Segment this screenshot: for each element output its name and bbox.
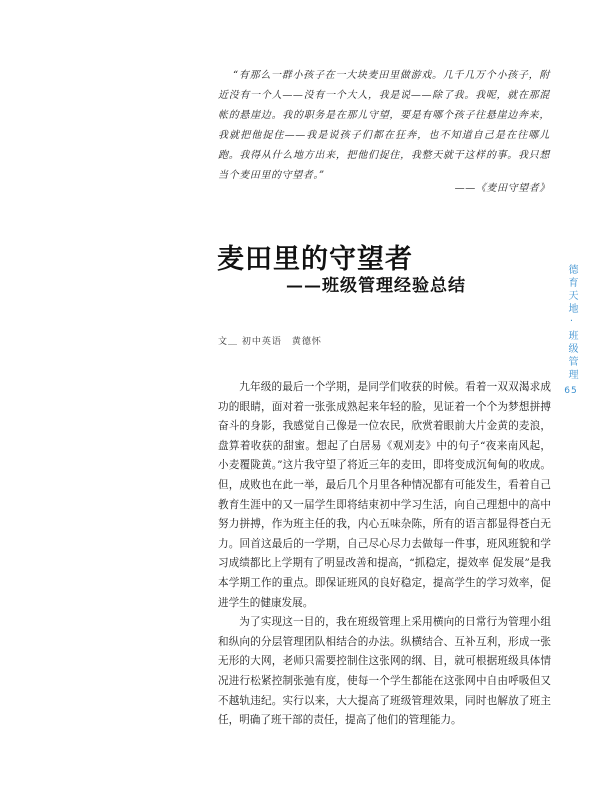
byline-author: 黄德怀 [291,337,322,347]
epigraph-quote: “有那么一群小孩子在一大块麦田里做游戏。几千几万个小孩子，附近没有一个人——没有一个大人，我是说——除了我。我呢，就在那混帐的悬崖边。我的职务是在那儿守望，要是有哪个孩子往悬崖边奔来，我就把他捉住——我是说孩子们都在狂奔，也不知道自己是在往哪儿跑。我得从什么地方出来，把他们捉住，我整天就干这样的事。我只想当个麦田里的守望者。” [218,70,550,181]
body-paragraph-2: 为了实现这一目的，我在班级管理上采用横向的日常行为管理小组和纵向的分层管理团队相结合的办法。纵横结合、互补互利，形成一张无形的大网，老师只需要控制住这张网的纲、目，就可根据班级具体情况进行松紧控制张弛有度，使每一个学生都能在这张网中自由呼吸但又不越轨违纪。实行以来，大大提高了班级管理效果，同时也解放了班主任，明确了班干部的责任，提高了他们的管理能力。 [218,616,551,727]
article-body [218,378,551,731]
article-subtitle: ——班级管理经验总结 [286,276,466,296]
page-number: 65 [564,386,578,396]
byline-prefix: 文＿ 初中英语 [218,337,282,347]
section-label: 德育天地·班级管理 [566,264,577,382]
byline [218,334,322,347]
body-paragraph-1: 九年级的最后一个学期，是同学们收获的时候。看着一双双渴求成功的眼睛，面对着一张张成熟起来年轻的脸，见证着一个个为梦想拼搏奋斗的身影，我感觉自己像是一位农民，欣赏着眼前大片金黄的麦浪，盘算着收获的甜蜜。想起了白居易《观刈麦》中的句子“夜来南风起，小麦覆陇黄。”这片我守望了将近三年的麦田，即将变成沉甸甸的收成。但，成败也在此一举，最后几个月里各种情况都有可能发生，看着自己教育生涯中的又一届学生即将结束初中学习生活，向自己理想中的高中努力拼搏，作为班主任的我，内心五味杂陈，所有的语言都显得苍白无力。回首这最后的一学期，自己尽心尽力去做每一件事，班风班貌和学习成绩都比上学期有了明显改善和提高，“抓稳定，提效率 促发展”是我本学期工作的重点。即保证班风的良好稳定，提高学生的学习效率，促进学生的健康发展。 [218,381,551,609]
article-title: 麦田里的守望者 [217,244,413,275]
section-side-tab [562,264,580,396]
epigraph-source: ——《麦田守望者》 [454,183,550,194]
